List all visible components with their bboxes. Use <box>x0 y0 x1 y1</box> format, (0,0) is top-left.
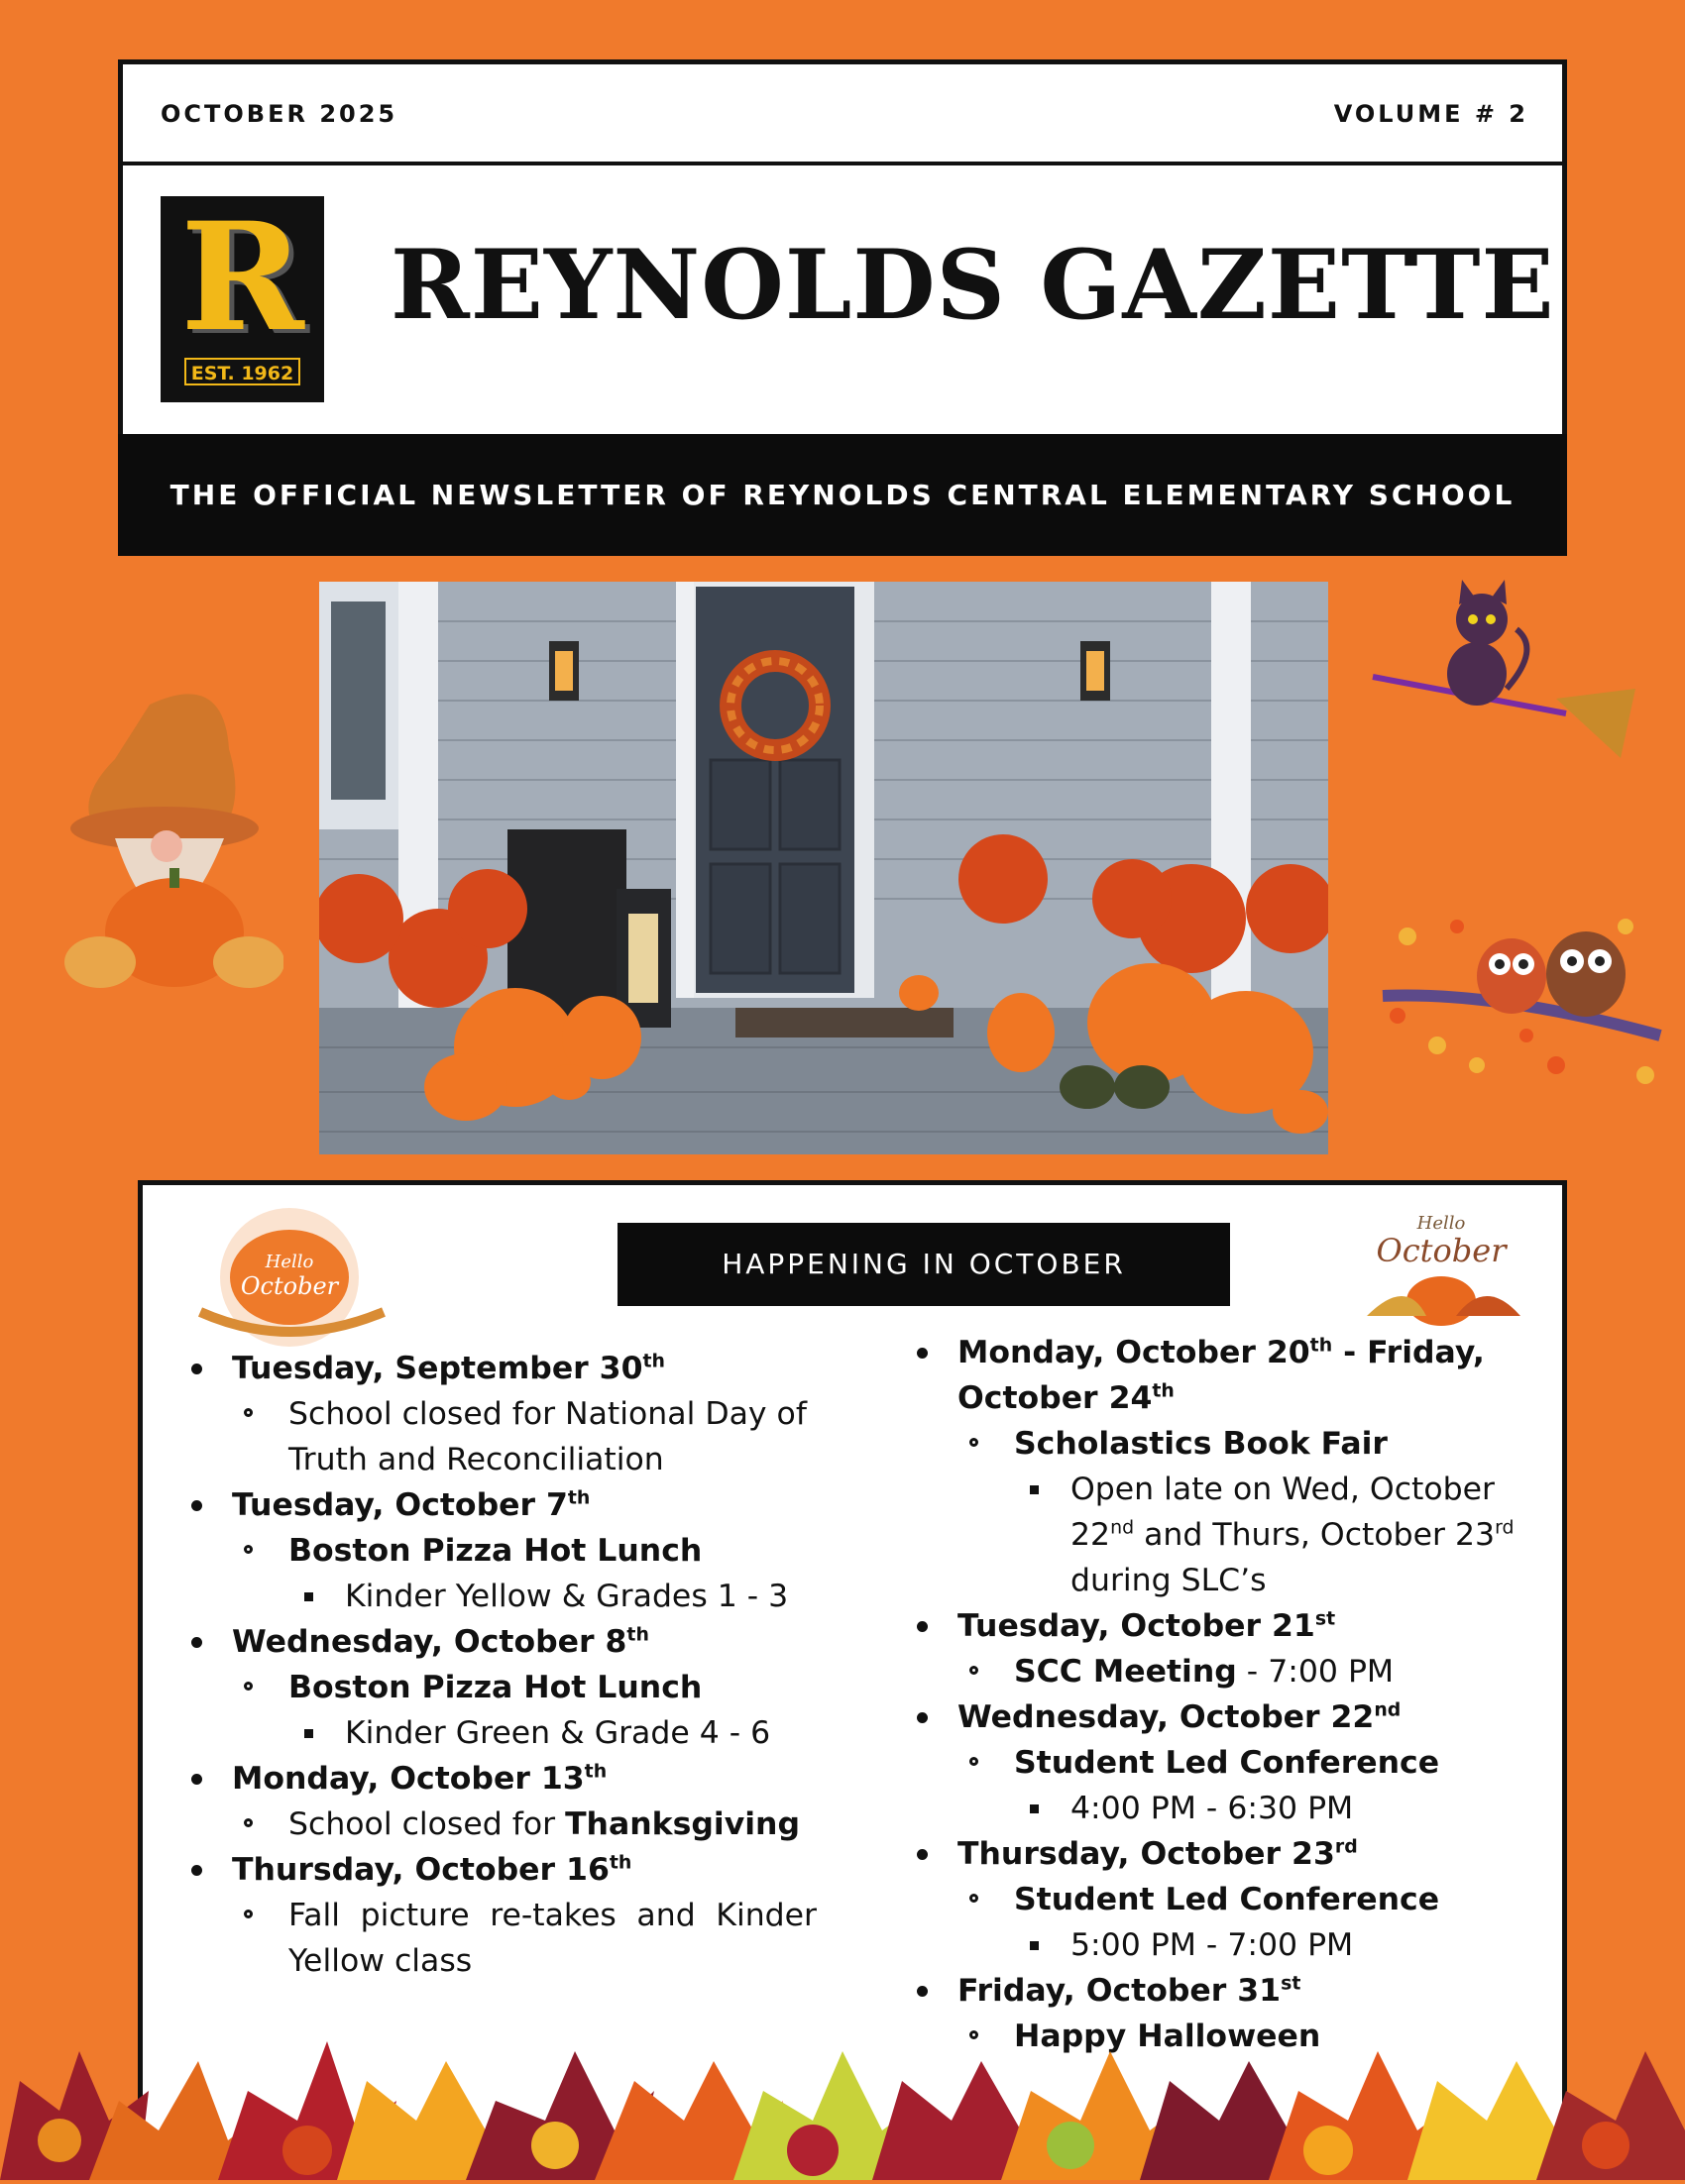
circle-bullet-icon <box>969 1666 978 1675</box>
bullet-icon <box>917 1621 928 1632</box>
event-detail-emphasis: SCC Meeting <box>1014 1654 1237 1690</box>
square-bullet-icon <box>1030 1485 1039 1494</box>
circle-bullet-icon <box>969 1757 978 1766</box>
autumn-leaves-border <box>0 2021 1685 2180</box>
section-heading: HAPPENING IN OCTOBER <box>618 1223 1230 1306</box>
owls-on-branch-illustration <box>1378 897 1665 1100</box>
event-detail-text: Scholastics Book Fair <box>1014 1426 1388 1462</box>
event-date: Thursday, October 16 <box>232 1852 610 1888</box>
event-subdetail <box>908 1467 1542 1603</box>
sticker2-october-text: October <box>1376 1232 1507 1269</box>
event-item <box>182 1482 817 1528</box>
bullet-icon <box>917 1986 928 1997</box>
event-detail-text: Student Led Conference <box>1014 1882 1440 1917</box>
event-date-end: October 24 <box>957 1380 1153 1416</box>
event-detail <box>182 1391 817 1482</box>
event-detail <box>908 1649 1542 1694</box>
hello-october-leaves-sticker <box>1347 1207 1525 1331</box>
sticker-hello-text: Hello <box>265 1252 314 1272</box>
event-detail <box>908 1421 1542 1467</box>
event-subdetail-text: Kinder Green & Grade 4 - 6 <box>345 1715 771 1751</box>
event-detail-text: School closed for National Day of Truth and Reconciliation <box>288 1396 807 1477</box>
circle-bullet-icon <box>244 1818 253 1827</box>
bullet-icon <box>191 1865 202 1876</box>
issue-date: OCTOBER 2025 <box>161 100 398 128</box>
event-subdetail <box>182 1574 817 1619</box>
event-detail-text: Student Led Conference <box>1014 1745 1440 1781</box>
newsletter-title: REYNOLDS GAZETTE <box>391 229 1555 341</box>
event-date: Tuesday, October 7 <box>232 1487 568 1523</box>
event-subdetail-text: and Thurs, October 23 <box>1134 1517 1496 1553</box>
square-bullet-icon <box>304 1729 313 1738</box>
events-left-column <box>182 1346 817 1984</box>
event-detail-emphasis: Thanksgiving <box>565 1806 801 1842</box>
event-detail-text: Boston Pizza Hot Lunch <box>288 1670 703 1705</box>
event-detail-text: Fall picture re-takes and Kinder Yellow class <box>288 1898 817 1979</box>
event-subdetail <box>908 1786 1542 1831</box>
event-date: Wednesday, October 22 <box>957 1699 1375 1735</box>
date-suffix: nd <box>1110 1516 1135 1539</box>
square-bullet-icon <box>1030 1804 1039 1813</box>
sticker2-hello-text: Hello <box>1416 1213 1466 1234</box>
event-item <box>182 1756 817 1802</box>
event-subdetail-text: during SLC’s <box>1070 1563 1267 1598</box>
event-detail-text: Happy Halloween <box>1014 2019 1321 2054</box>
event-date: Tuesday, September 30 <box>232 1351 643 1386</box>
event-date-suffix: th <box>1309 1334 1333 1357</box>
event-date-suffix: th <box>584 1760 608 1783</box>
bullet-icon <box>917 1849 928 1860</box>
event-date-suffix: th <box>642 1350 665 1372</box>
event-detail <box>908 1877 1542 1922</box>
event-item <box>908 1831 1542 1877</box>
school-logo <box>161 190 324 402</box>
logo-established: EST. 1962 <box>184 358 300 385</box>
bullet-icon <box>191 1364 202 1374</box>
event-item <box>182 1619 817 1665</box>
circle-bullet-icon <box>244 1545 253 1554</box>
sticker-october-text: October <box>240 1272 339 1300</box>
event-subdetail <box>182 1710 817 1756</box>
square-bullet-icon <box>304 1592 313 1601</box>
event-detail <box>182 1528 817 1574</box>
circle-bullet-icon <box>969 1894 978 1903</box>
event-detail-text: - 7:00 PM <box>1236 1654 1395 1690</box>
event-date-suffix: st <box>1314 1607 1336 1630</box>
masthead-topline <box>123 64 1562 165</box>
event-item <box>182 1346 817 1391</box>
event-date-separator: - Friday, <box>1332 1335 1485 1370</box>
event-detail <box>182 1665 817 1710</box>
event-subdetail-text: Kinder Yellow & Grades 1 - 3 <box>345 1579 789 1614</box>
bullet-icon <box>191 1500 202 1511</box>
event-date-suffix: th <box>609 1851 632 1874</box>
event-item <box>908 1968 1542 2014</box>
event-detail-text: School closed for <box>288 1806 566 1842</box>
event-date: Thursday, October 23 <box>957 1836 1335 1872</box>
event-item <box>908 1330 1542 1421</box>
newsletter-subtitle: THE OFFICIAL NEWSLETTER OF REYNOLDS CENTRAL ELEMENTARY SCHOOL <box>118 434 1567 556</box>
event-time: 5:00 PM - 7:00 PM <box>1070 1927 1354 1963</box>
witch-cat-broom-illustration <box>1368 580 1640 763</box>
event-detail-text: Boston Pizza Hot Lunch <box>288 1533 703 1569</box>
event-date: Friday, October 31 <box>957 1973 1282 2009</box>
event-date-suffix: th <box>1152 1379 1175 1402</box>
hello-october-pumpkin-sticker <box>170 1203 418 1352</box>
event-date-suffix: rd <box>1334 1835 1358 1858</box>
bullet-icon <box>917 1712 928 1723</box>
logo-letter: R <box>180 190 304 365</box>
autumn-porch-photo <box>319 582 1328 1154</box>
event-detail <box>182 1893 817 1984</box>
event-item <box>182 1847 817 1893</box>
circle-bullet-icon <box>969 1438 978 1447</box>
event-date-suffix: th <box>567 1486 591 1509</box>
square-bullet-icon <box>1030 1941 1039 1950</box>
event-subdetail <box>908 1922 1542 1968</box>
event-detail <box>908 1740 1542 1786</box>
volume-number: VOLUME # 2 <box>1333 100 1528 128</box>
event-date: Wednesday, October 8 <box>232 1624 627 1660</box>
circle-bullet-icon <box>244 1408 253 1417</box>
event-date-start: Monday, October 20 <box>957 1335 1310 1370</box>
event-date-suffix: st <box>1281 1972 1301 1995</box>
bullet-icon <box>191 1774 202 1785</box>
circle-bullet-icon <box>244 1910 253 1918</box>
event-date: Tuesday, October 21 <box>957 1608 1315 1644</box>
circle-bullet-icon <box>244 1682 253 1691</box>
event-item <box>908 1694 1542 1740</box>
event-detail <box>182 1802 817 1847</box>
date-suffix: rd <box>1495 1516 1515 1539</box>
event-subdetail-text: Open late on Wed, October 22 <box>1070 1472 1495 1553</box>
event-time: 4:00 PM - 6:30 PM <box>1070 1791 1354 1826</box>
event-date: Monday, October 13 <box>232 1761 585 1797</box>
event-date-suffix: nd <box>1374 1698 1402 1721</box>
bullet-icon <box>191 1637 202 1648</box>
event-item <box>908 1603 1542 1649</box>
events-right-column <box>908 1330 1542 2059</box>
event-date-suffix: th <box>626 1623 649 1646</box>
gnome-pumpkin-illustration <box>56 670 283 1002</box>
masthead <box>118 59 1567 556</box>
bullet-icon <box>917 1348 928 1359</box>
